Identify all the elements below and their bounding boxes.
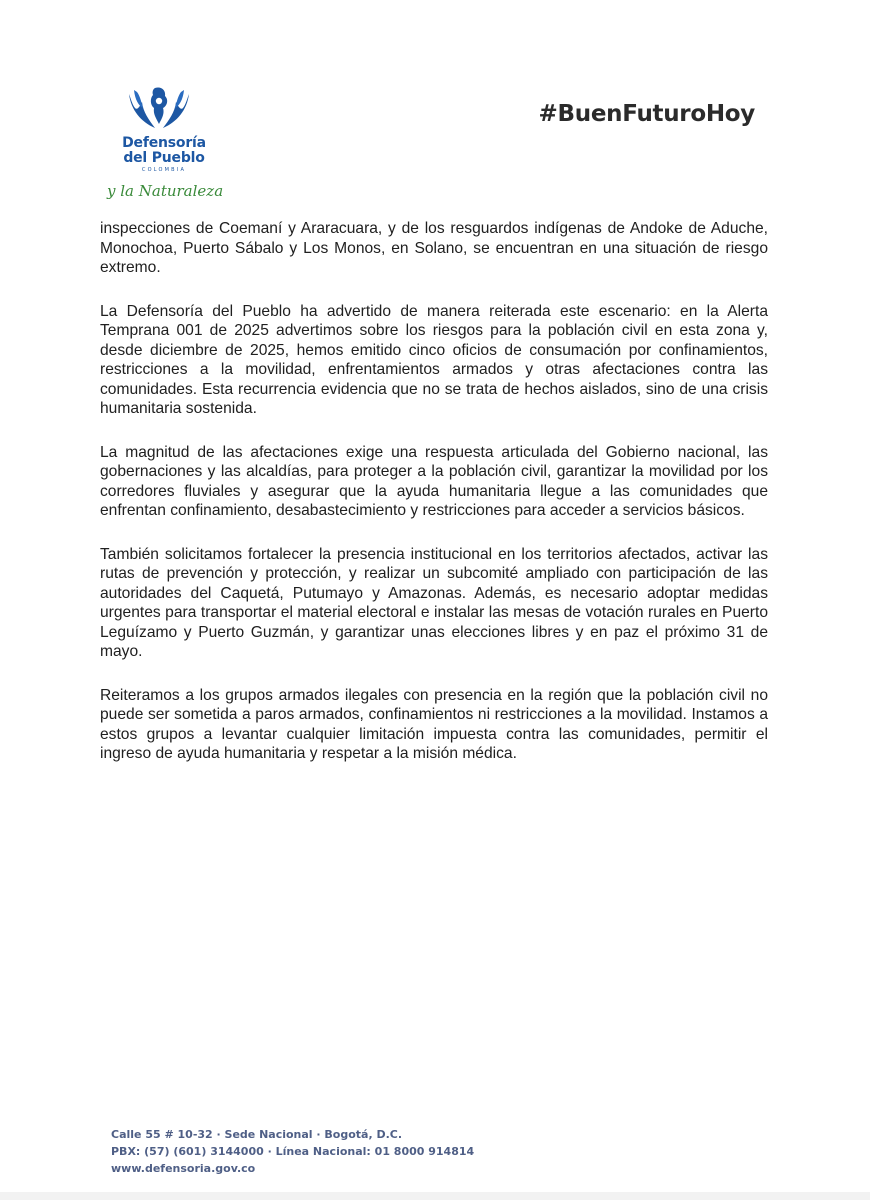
paragraph: También solicitamos fortalecer la presencia institucional en los territorios afectados, activar las rutas de prevención y protección, y realizar un subcomité ampliado con participación de las autoridades del Caquetá, Putumayo y Amazonas. Además, es necesario adoptar medidas urgentes para transportar el material electoral e instalar las mesas de votación rurales en Puerto Leguízamo y Puerto Guzmán, y garantizar unas elecciones libres y en paz el próximo 31 de mayo. xyxy=(100,545,768,660)
defensoria-emblem-icon xyxy=(125,84,193,132)
logo-name-line2: del Pueblo xyxy=(123,150,205,166)
footer-phones: PBX: (57) (601) 3144000 · Línea Nacional: 01 8000 914814 xyxy=(111,1145,475,1158)
logo-country: COLOMBIA xyxy=(141,167,187,173)
hashtag-bold: FuturoHoy xyxy=(622,101,755,127)
logo-name-line1: Defensoría xyxy=(122,135,206,151)
paragraph: La Defensoría del Pueblo ha advertido de manera reiterada este escenario: en la Alerta Temprana 001 de 2025 advertimos sobre los riesgos para la población civil en esta zona y, desde diciembre de 2025, hemos emitido cinco oficios de consumación por confinamientos, restricciones a la movilidad, enfrentamientos armados y otras afectaciones contra las comunidades. Esta recurrencia evidencia que no se trata de hechos aislados, sino de una crisis humanitaria sostenida. xyxy=(100,302,768,417)
document-footer xyxy=(111,1126,474,1177)
paragraph: inspecciones de Coemaní y Araracuara, y de los resguardos indígenas de Andoke de Aduche, Monochoa, Puerto Sábalo y Los Monos, en Solano, se encuentran en una situación de riesgo extremo. xyxy=(100,220,768,276)
logo-tagline: y la Naturaleza xyxy=(107,182,224,200)
paragraph: La magnitud de las afectaciones exige una respuesta articulada del Gobierno nacional, las gobernaciones y las alcaldías, para proteger a la población civil, garantizar la movilidad por los corredores fluviales y asegurar que la ayuda humanitaria llegue a las comunidades que enfrentan confinamiento, desabastecimiento y restricciones para acceder a servicios básicos. xyxy=(100,443,768,519)
footer-address: Calle 55 # 10-32 · Sede Nacional · Bogotá, D.C. xyxy=(111,1128,403,1141)
page-bottom-edge xyxy=(0,1192,870,1200)
paragraph: Reiteramos a los grupos armados ilegales con presencia en la región que la población civil no puede ser sometida a paros armados, confinamientos ni restricciones a la movilidad. Instamos a estos grupos a levantar cualquier limitación impuesta contra las comunidades, permitir el ingreso de ayuda humanitaria y respetar a la misión médica. xyxy=(100,686,768,762)
campaign-hashtag xyxy=(539,101,755,127)
footer-website[interactable]: www.defensoria.gov.co xyxy=(111,1162,256,1175)
document-body xyxy=(100,219,768,788)
defensoria-logo xyxy=(104,84,224,208)
hashtag-prefix: #Buen xyxy=(538,101,623,127)
